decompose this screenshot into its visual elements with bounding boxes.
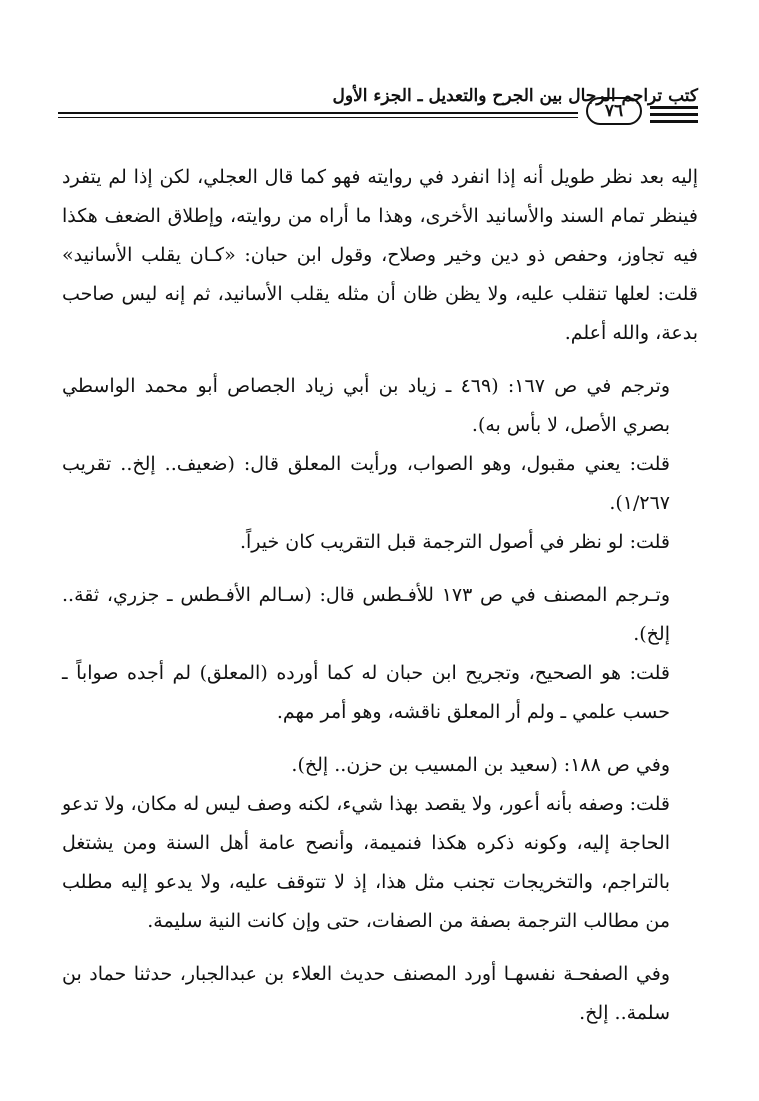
paragraph: قلت: لو نظر في أصول الترجمة قبل التقريب كان خيراً. xyxy=(239,531,670,553)
paragraph: قلت: هو الصحيح، وتجريح ابن حبان له كما أورده (المعلق) لم أجده صواباً ـ حسب علمي ـ ولم أر المعلق ناقشه، وهو أمر مهم. xyxy=(62,662,670,723)
paragraph: قلت: وصفه بأنه أعور، ولا يقصد بهذا شيء، لكنه وصف ليس له مكان، ولا تدعو الحاجة إليه، وكونه ذكره هكذا فنميمة، وأنصح عامة أهل السنة ومن يشتغل بالتراجم، والتخريجات تجنب مثل هذا، إذ لا تتوقف عليه، ولا يدعو إليه مطلب من مطالب الترجمة بصفة من الصفات، حتى وإن كانت النية سليمة. xyxy=(62,793,670,932)
page-body xyxy=(62,158,698,1033)
header-title: كتب تراجم الرجال بين الجرح والتعديل ـ الجزء الأول xyxy=(332,86,698,106)
header-rule xyxy=(58,112,578,114)
header-ornament-line xyxy=(650,113,698,116)
paragraph: وفي الصفحـة نفسهـا أورد المصنف حديث العلاء بن عبدالجبار، حدثنا حماد بن سلمة.. إلخ. xyxy=(62,963,670,1024)
header-ornament-line xyxy=(650,106,698,109)
page-number: ٧٦ xyxy=(586,97,642,125)
paragraph: وترجم في ص ١٦٧: (٤٦٩ ـ زياد بن أبي زياد الجصاص أبو محمد الواسطي بصري الأصل، لا بأس به). xyxy=(62,375,670,436)
paragraph: قلت: يعني مقبول، وهو الصواب، ورأيت المعلق قال: (ضعيف.. إلخ.. تقريب ١/٢٦٧). xyxy=(62,453,670,514)
paragraph: وتـرجم المصنف في ص ١٧٣ للأفـطس قال: (سـالم الأفـطس ـ جزري، ثقة.. إلخ). xyxy=(62,584,670,645)
paragraph: وفي ص ١٨٨: (سعيد بن المسيب بن حزن.. إلخ). xyxy=(291,754,670,776)
running-header xyxy=(58,86,698,126)
header-ornament-line xyxy=(650,120,698,123)
header-rule-thin xyxy=(58,117,578,118)
paragraph: إليه بعد نظر طويل أنه إذا انفرد في روايته فهو كما قال العجلي، لكن إذا لم يتفرد فينظر تمام السند والأسانيد الأخرى، وهذا ما أراه من روايته، وإطلاق الضعف هكذا فيه تجاوز، وحفص ذو دين وخير وصلاح، وقول ابن حبان: «كـان يقلب الأسانيد» قلت: لعلها تنقلب عليه، ولا يظن ظان أن مثله يقلب الأسانيد، ثم إنه ليس صاحب بدعة، والله أعلم. xyxy=(62,166,698,344)
